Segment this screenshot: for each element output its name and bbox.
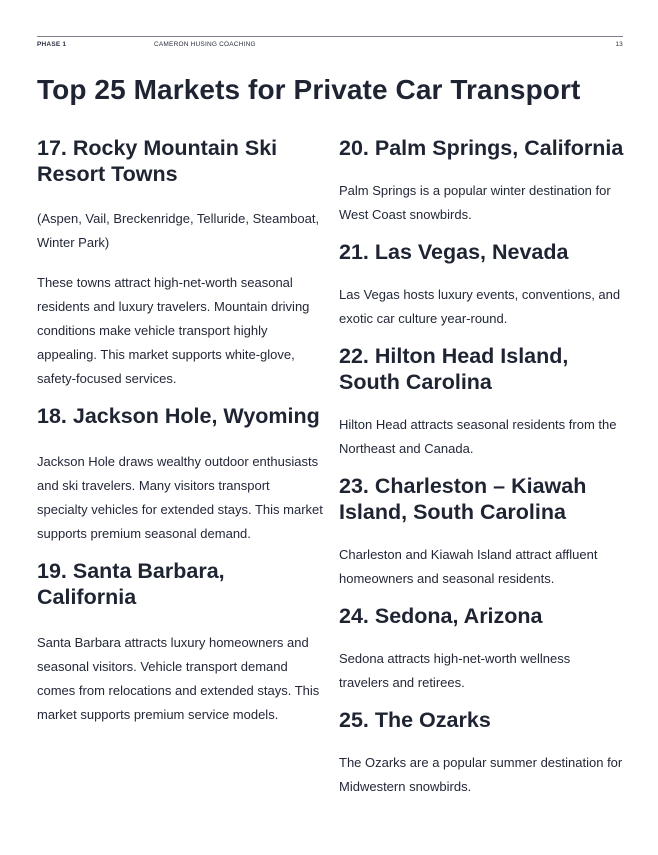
page-header	[37, 36, 623, 51]
market-body: Santa Barbara attracts luxury homeowners and seasonal visitors. Vehicle transport demand comes from relocations and extended stays. This market supports premium service models.	[37, 635, 320, 722]
market-body: The Ozarks are a popular summer destination for Midwestern snowbirds.	[339, 755, 623, 794]
header-brand: CAMERON HUSING COACHING	[154, 41, 256, 48]
market-heading: 19. Santa Barbara, California	[37, 559, 225, 609]
right-column	[339, 135, 629, 799]
market-body: Hilton Head attracts seasonal residents from the Northeast and Canada.	[339, 417, 617, 456]
market-23	[339, 473, 629, 591]
page-title: Top 25 Markets for Private Car Transport	[37, 74, 581, 105]
market-18	[37, 403, 327, 546]
left-column	[37, 135, 327, 727]
market-heading: 25. The Ozarks	[339, 708, 491, 732]
market-body: Las Vegas hosts luxury events, conventions, and exotic car culture year-round.	[339, 287, 621, 326]
market-24	[339, 603, 629, 695]
market-heading: 24. Sedona, Arizona	[339, 604, 543, 628]
market-heading: 20. Palm Springs, California	[339, 136, 624, 160]
header-phase: PHASE 1	[37, 41, 67, 48]
market-25	[339, 707, 629, 799]
market-body: Palm Springs is a popular winter destination for West Coast snowbirds.	[339, 183, 611, 222]
market-17	[37, 135, 327, 391]
market-22	[339, 343, 629, 461]
market-subtitle: (Aspen, Vail, Breckenridge, Telluride, Steamboat, Winter Park)	[37, 211, 320, 250]
page-number: 13	[615, 41, 623, 48]
market-body: Jackson Hole draws wealthy outdoor enthusiasts and ski travelers. Many visitors transport specialty vehicles for extended stays. This market supports premium seasonal demand.	[37, 454, 323, 541]
market-heading: 22. Hilton Head Island, South Carolina	[339, 344, 569, 394]
market-19	[37, 558, 327, 727]
market-body: These towns attract high-net-worth seasonal residents and luxury travelers. Mountain driving conditions make vehicle transport highly appealing. This market supports white-glove, safety-focused services.	[37, 275, 310, 386]
market-20	[339, 135, 629, 227]
market-body: Sedona attracts high-net-worth wellness travelers and retirees.	[339, 651, 571, 690]
market-heading: 21. Las Vegas, Nevada	[339, 240, 569, 264]
market-heading: 17. Rocky Mountain Ski Resort Towns	[37, 136, 278, 186]
market-21	[339, 239, 629, 331]
market-heading: 18. Jackson Hole, Wyoming	[37, 404, 320, 428]
market-body: Charleston and Kiawah Island attract affluent homeowners and seasonal residents.	[339, 547, 598, 586]
market-heading: 23. Charleston – Kiawah Island, South Carolina	[339, 474, 587, 524]
